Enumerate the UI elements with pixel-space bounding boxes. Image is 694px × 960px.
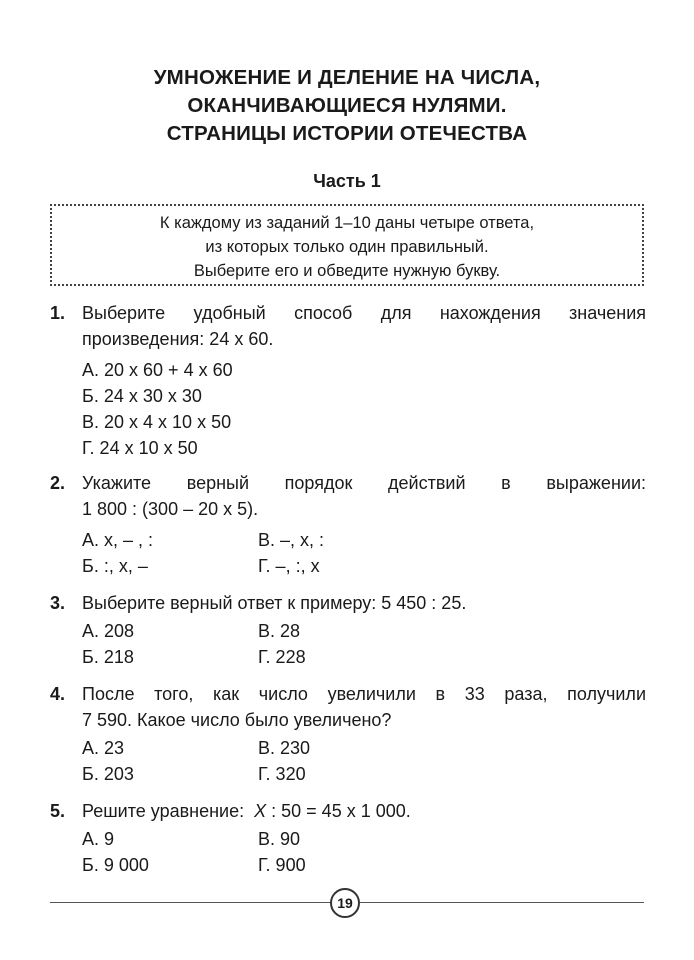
question-text: Решите уравнение: Х : 50 = 45 х 1 000. [82,801,411,821]
instructions-box [50,204,644,286]
answer-option[interactable]: Г. 24 х 10 х 50 [82,438,198,458]
question-text-continued: 1 800 : (300 – 20 х 5). [82,499,259,519]
question-3 [50,593,650,673]
question-text: Укажите верный порядок действий в выражении: [82,473,646,493]
question-5 [50,801,650,881]
question-number: 4. [50,684,66,704]
question-number: 3. [50,593,66,613]
question-1 [50,303,650,463]
footer-rule-right [360,902,644,903]
question-4 [50,684,650,794]
answer-option[interactable]: Г. 228 [258,647,306,667]
answer-option[interactable]: Б. 203 [82,764,134,784]
question-text: После того, как число увеличили в 33 раза, получили [82,684,646,704]
answer-option[interactable]: Б. 218 [82,647,134,667]
question-number: 2. [50,473,66,493]
instructions-line-2: из которых только один правильный. [205,238,489,256]
question-2 [50,473,650,583]
answer-option[interactable]: Г. –, :, х [258,556,320,576]
variable-x: Х [254,801,267,821]
answer-option[interactable]: В. 28 [258,621,301,641]
question-number: 5. [50,801,66,821]
answer-option[interactable]: Г. 900 [258,855,306,875]
answer-option[interactable]: Б. :, х, – [82,556,148,576]
question-text: Выберите верный ответ к примеру: 5 450 : 25. [82,593,467,613]
question-text-continued: произведения: 24 х 60. [82,329,274,349]
answer-option[interactable]: А. х, – , : [82,530,154,550]
question-text-continued: 7 590. Какое число было увеличено? [82,710,392,730]
instructions-line-1: К каждому из заданий 1–10 даны четыре ответа, [159,214,535,232]
answer-option[interactable]: Б. 24 х 30 х 30 [82,386,202,406]
answer-option[interactable]: В. –, х, : [258,530,325,550]
part-heading: Часть 1 [313,171,381,191]
answer-option[interactable]: В. 230 [258,738,311,758]
instructions-line-3: Выберите его и обведите нужную букву. [193,262,501,280]
title-line-1: УМНОЖЕНИЕ И ДЕЛЕНИЕ НА ЧИСЛА, [153,66,541,89]
question-text: Выберите удобный способ для нахождения значения [82,303,646,323]
answer-option[interactable]: А. 9 [82,829,115,849]
page-number: 19 [330,888,360,918]
answer-option[interactable]: Б. 9 000 [82,855,149,875]
answer-option[interactable]: А. 23 [82,738,125,758]
question-number: 1. [50,303,66,323]
answer-option[interactable]: Г. 320 [258,764,306,784]
footer-rule-left [50,902,330,903]
title-line-3: СТРАНИЦЫ ИСТОРИИ ОТЕЧЕСТВА [166,122,528,145]
answer-option[interactable]: А. 208 [82,621,135,641]
answer-option[interactable]: В. 90 [258,829,301,849]
answer-option[interactable]: В. 20 х 4 х 10 х 50 [82,412,232,432]
answer-option[interactable]: А. 20 х 60 + 4 х 60 [82,360,233,380]
page-title [60,64,634,148]
title-line-2: ОКАНЧИВАЮЩИЕСЯ НУЛЯМИ. [187,94,507,117]
